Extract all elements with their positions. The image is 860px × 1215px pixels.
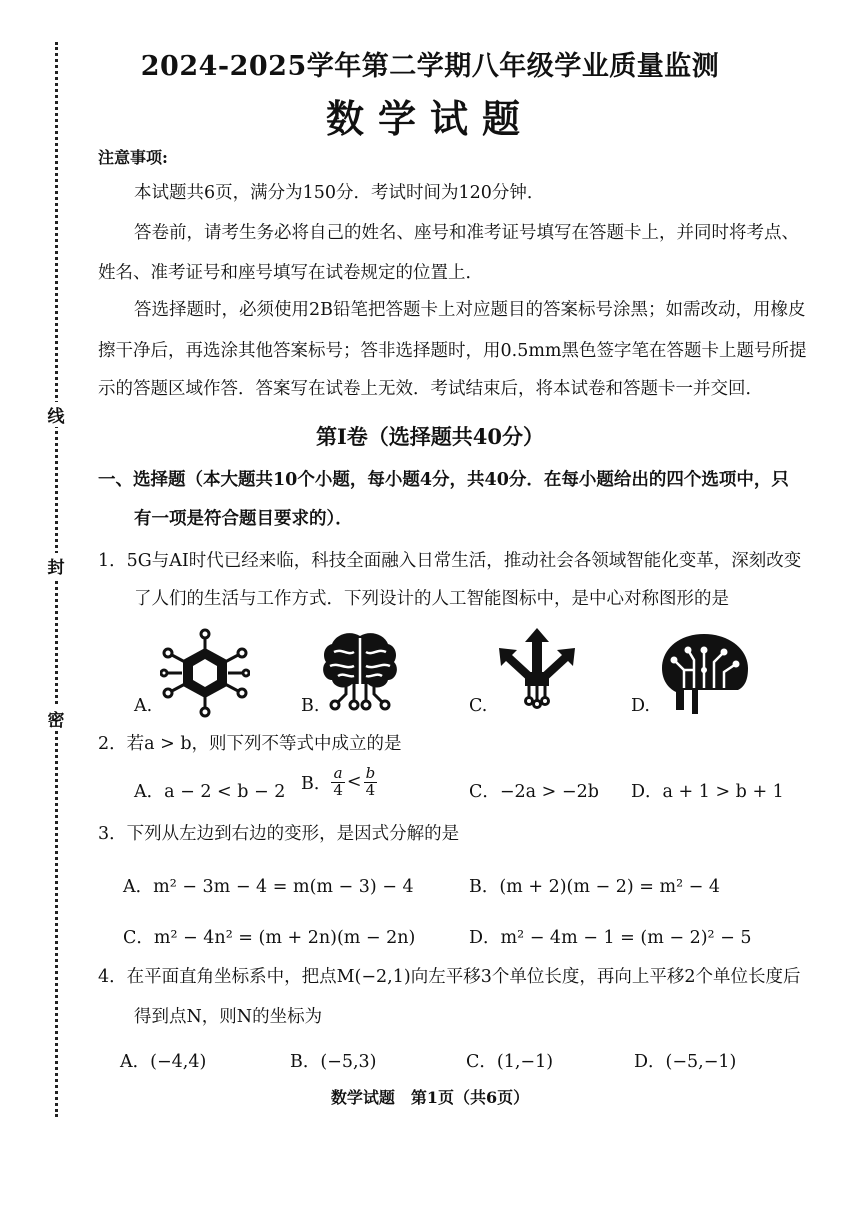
q4-option-a: A．(−4,4) <box>120 1052 207 1072</box>
notes-line-3b: 擦干净后，再选涂其他答案标号；答非选择题时，用0.5mm黑色签字笔在答题卡上题号所提 <box>98 341 807 361</box>
notes-line-3c: 示的答题区域作答．答案写在试卷上无效．考试结束后，将本试卷和答题卡一并交回． <box>98 379 763 399</box>
q1-option-b: B. <box>301 696 320 716</box>
subject-title: 数学试题 <box>325 96 534 141</box>
seam-label-line: 线 <box>46 402 66 427</box>
q1-line-2: 了人们的生活与工作方式．下列设计的人工智能图标中，是中心对称图形的是 <box>134 589 729 609</box>
exam-title: 2024-2025学年第二学期八年级学业质量监测 <box>140 51 720 82</box>
notes-line-1: 本试题共6页，满分为150分．考试时间为120分钟． <box>134 183 545 203</box>
fraction-denominator: 4 <box>365 780 376 799</box>
binding-seam-line <box>55 42 58 1117</box>
q1-option-d: D. <box>631 696 650 716</box>
q3-option-b: B．(m + 2)(m − 2) = m² − 4 <box>469 877 721 897</box>
q1-option-a: A. <box>134 696 153 716</box>
page-footer: 数学试题 第1页（共6页） <box>330 1088 530 1107</box>
q4-line-1: 4．在平面直角坐标系中，把点M(−2,1)向左平移3个单位长度，再向上平移2个单位长度后 <box>98 967 801 987</box>
seam-label-seal: 封 <box>46 553 66 578</box>
q4-option-c: C．(1,−1) <box>466 1052 554 1072</box>
q4-option-b: B．(−5,3) <box>290 1052 377 1072</box>
brain-circuit-icon <box>320 630 400 716</box>
q3-option-d: D．m² − 4m − 1 = (m − 2)² − 5 <box>469 928 752 948</box>
q2-option-a: A．a − 2 < b − 2 <box>134 782 286 802</box>
q3-stem: 3．下列从左边到右边的变形，是因式分解的是 <box>98 824 460 844</box>
q2-option-b-label: B． <box>301 773 332 794</box>
fraction-numerator: a <box>331 766 345 783</box>
q1-line-1: 1．5G与AI时代已经来临，科技全面融入日常生活，推动社会各领域智能化变革，深刻改变 <box>98 551 802 571</box>
fraction-numerator: b <box>365 764 376 782</box>
q3-option-c: C．m² − 4n² = (m + 2n)(m − 2n) <box>123 928 416 948</box>
arrows-circuit-icon <box>497 626 577 710</box>
less-than-sign: < <box>346 772 362 793</box>
q4-line-2: 得到点N，则N的坐标为 <box>134 1007 323 1027</box>
q2-option-d: D．a + 1 > b + 1 <box>631 782 784 802</box>
hexagon-circuit-icon <box>160 628 250 718</box>
q2-option-c: C．−2a > −2b <box>469 782 599 802</box>
notes-heading: 注意事项: <box>98 148 168 167</box>
section-heading: 第I卷（选择题共40分） <box>315 424 545 449</box>
section-instructions-a: 一、选择题（本大题共10个小题，每小题4分，共40分．在每小题给出的四个选项中，只 <box>98 470 789 490</box>
fraction-a-over-4 <box>331 766 345 799</box>
section-instructions-b: 有一项是符合题目要求的）． <box>134 509 353 529</box>
head-circuit-icon <box>658 630 750 716</box>
notes-line-3a: 答选择题时，必须使用2B铅笔把答题卡上对应题目的答案标号涂黑；如需改动，用橡皮 <box>134 300 806 320</box>
q3-option-a: A．m² − 3m − 4 = m(m − 3) − 4 <box>123 877 414 897</box>
q4-option-d: D．(−5,−1) <box>634 1052 737 1072</box>
q2-option-b <box>301 766 377 799</box>
fraction-denominator: 4 <box>333 780 343 799</box>
notes-line-2b: 姓名、准考证号和座号填写在试卷规定的位置上． <box>98 263 483 283</box>
notes-line-2a: 答卷前，请考生务必将自己的姓名、座号和准考证号填写在答题卡上，并同时将考点、 <box>134 223 799 243</box>
q2-stem: 2．若a > b，则下列不等式中成立的是 <box>98 734 402 754</box>
q1-option-c: C. <box>469 696 488 716</box>
seam-label-secret: 密 <box>46 706 66 731</box>
fraction-b-over-4 <box>364 766 378 799</box>
